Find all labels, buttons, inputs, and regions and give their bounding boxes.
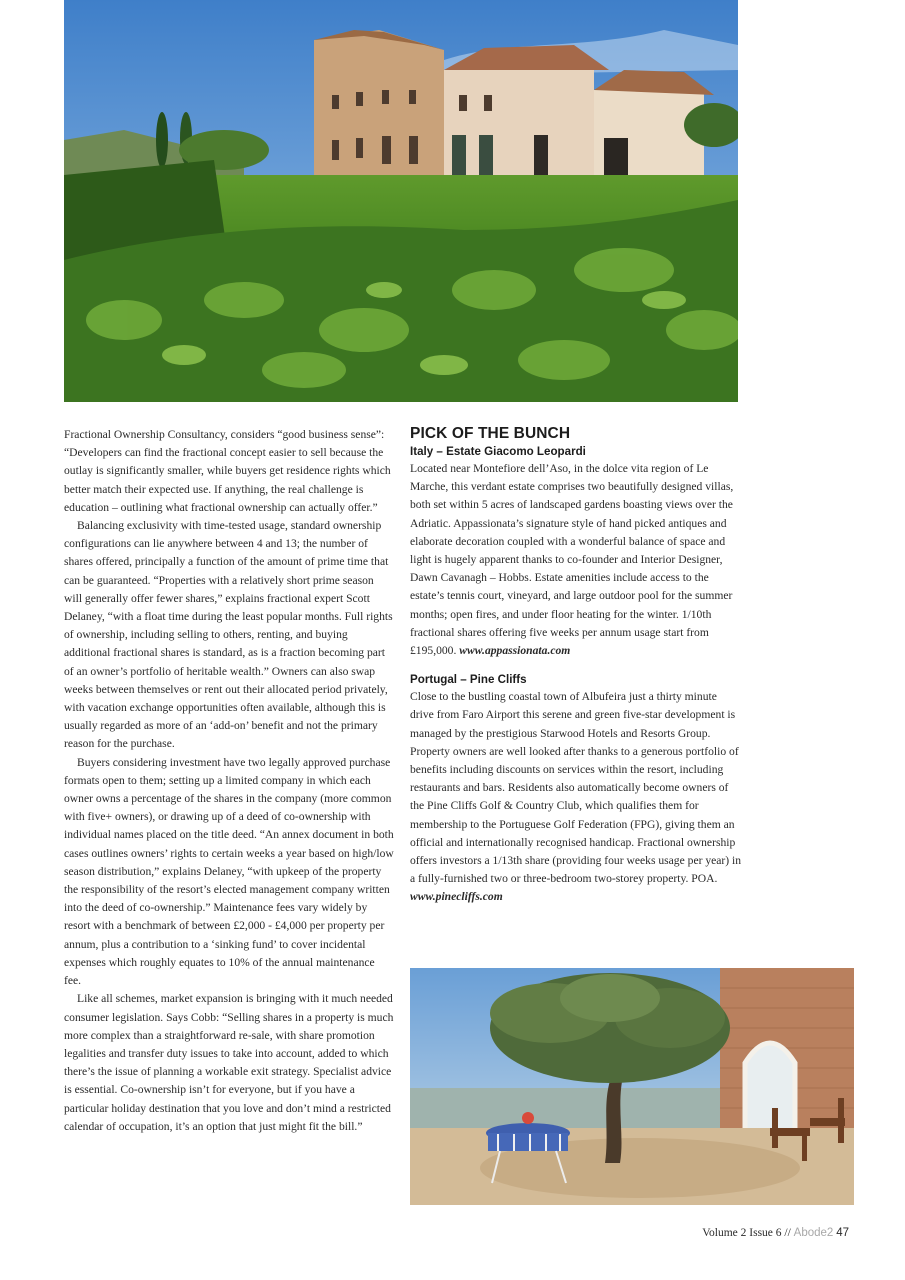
brand-name: Abode2 [793,1227,834,1239]
page-number: 47 [836,1227,849,1239]
portugal-body [410,688,742,906]
section-title: PICK OF THE BUNCH [410,425,571,442]
villa-illustration [64,0,738,402]
page-footer [702,1227,849,1239]
portugal-text: Close to the bustling coastal town of Albufeira just a thirty minute drive from Faro Airport this serene and green five-star development is managed by the prestigious Starwood Hotels and Resorts Group. Property owners are well looked after thanks to a generous portfolio of benefits including discounts on services within the resort, including restaurants and bars. Residents also automatically become owners of the Pine Cliffs Golf & Country Club, which qualifies them for membership to the Portuguese Golf Federation (FPG), giving them an official and internationally recognised handicap. Fractional ownership offers investors a 1/13th share (providing four weeks usage per year) in a fully-furnished two or three-bedroom two-storey property. POA. [410,690,742,886]
terrace-olive-tree-photo [410,968,854,1205]
italy-text: Located near Montefiore dell’Aso, in the dolce vita region of Le Marche, this verdant estate comprises two beautifully designed villas, both set within 5 acres of landscaped gardens boasting views over the Adriatic. Appassionata’s signature style of hand picked antiques and elaborate decoration coupled with a wonderful balance of space and light is hugely apparent thanks to co-founder and Interior Designer, Dawn Cavanagh – Hobbs. Estate amenities include access to the estate’s tennis court, vineyard, and large outdoor pool for the summer months; open fires, and under floor heating for the winter. 1/10th fractional shares offering five weeks per annum usage start from £195,000. [410,462,734,658]
article-right-column [410,424,742,907]
portugal-website-link[interactable]: www.pinecliffs.com [410,890,503,904]
issue-label: Volume 2 Issue 6 // [702,1227,791,1239]
italy-heading: Italy – Estate Giacomo Leopardi [410,445,586,458]
italy-body [410,460,742,660]
portugal-heading: Portugal – Pine Cliffs [410,673,527,687]
article-left-column [64,426,394,1136]
article-paragraph: Buyers considering investment have two legally approved purchase formats open to them; setting up a limited company in which each owner owns a percentage of the shares in the company (more common with five+ owners), or drawing up of a deed of co-ownership with individual names placed on the title deed. “An annex document in both cases outlines owners’ rights to certain weeks a year based on high/low season distribution,” explains Delaney, “with upkeep of the property the responsibility of the resort’s elected management company written into the deed of co-ownership.” Maintenance fees vary widely by resort with a benchmark of between £2,000 - £4,000 per property per annum, plus a contribution to a ‘sinking fund’ to cover incidental expenses which roughly equates to 10% of the annual maintenance fee. [64,755,394,988]
villa-garden-photo [64,0,738,402]
terrace-illustration [410,968,854,1205]
article-paragraph: Like all schemes, market expansion is bringing with it much needed consumer legislation. Says Cobb: “Selling shares in a property is much more complex than a straightforward re-sale, with share promotion legalities and transfer duty issues to take into account, added to which there’s the issue of planning a workable exit strategy. Specialist advice is essential. Co-ownership isn’t for everyone, but if you have a particular holiday destination that you love and don’t mind a restricted calendar of occupation, it’s an option that just might fit the bill.” [64,992,394,1133]
italy-website-link[interactable]: www.appassionata.com [459,644,571,658]
article-paragraph: Balancing exclusivity with time-tested usage, standard ownership configurations can lie anywhere between 4 and 13; the number of shares offered, principally a function of the amount of prime time that can be guaranteed. “Properties with a relatively short prime season will generally offer fewer shares,” explains fractional expert Scott Delaney, “with a float time during the least popular months. Full rights of ownership, including selling to others, renting, and buying additional fractional shares is standard, as is a fraction becoming part of an owner’s portfolio of heritable wealth.” Owners can also swap weeks between themselves or rent out their allocated period privately, with vacation exchange opportunities often available, although this is usually regarded as more of an ‘add-on’ benefit and not the primary reason for the purchase. [64,519,393,751]
article-paragraph: Fractional Ownership Consultancy, considers “good business sense”: “Developers can find the fractional concept easier to sell because the outlay is significantly smaller, while buyers get residence rights which better match their expected use. If anything, the real challenge is education – outlining what fractional ownership can actually offer.” [64,428,391,514]
